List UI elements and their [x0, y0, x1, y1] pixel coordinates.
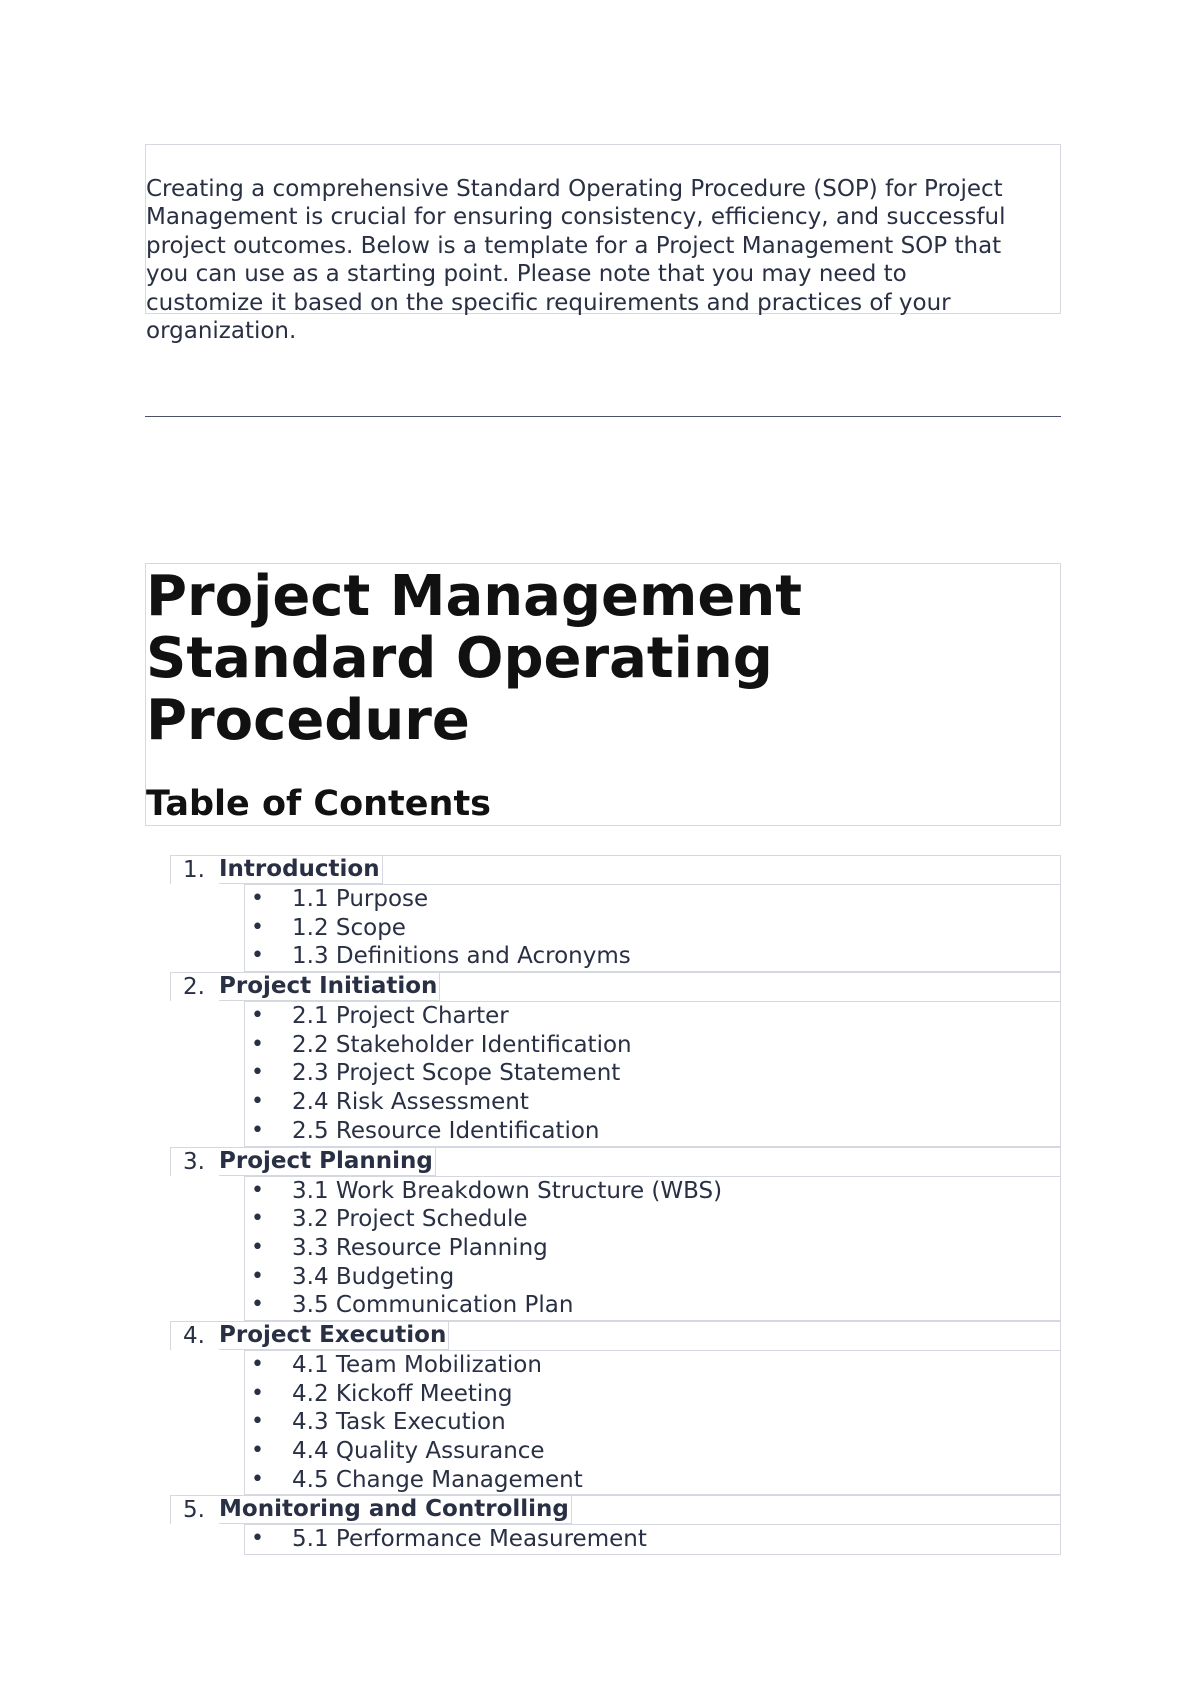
toc-subsection-item[interactable]	[245, 1437, 1060, 1466]
toc-subsection-label: 4.1 Team Mobilization	[292, 1351, 542, 1378]
intro-paragraph	[145, 144, 1061, 345]
intro-line: organization.	[146, 318, 297, 345]
bullet-icon: •	[251, 1380, 264, 1406]
toc-section-label[interactable]: Project Initiation	[219, 973, 440, 1001]
intro-line: customize it based on the specific requirements and practices of your	[146, 289, 951, 316]
bullet-icon: •	[251, 1438, 264, 1463]
toc-subsection-label: 3.1 Work Breakdown Structure (WBS)	[292, 1177, 723, 1204]
bullet-icon: •	[251, 1031, 264, 1057]
toc-section-label[interactable]: Project Planning	[219, 1148, 436, 1176]
toc-section-label[interactable]: Monitoring and Controlling	[219, 1496, 572, 1524]
toc-subsection-label: 3.2 Project Schedule	[292, 1206, 528, 1233]
toc-section-number: 3.	[183, 1148, 205, 1175]
toc-subsection-list	[244, 1176, 1061, 1321]
toc-subsection-list	[244, 1524, 1061, 1555]
toc-subsection-label: 1.3 Definitions and Acronyms	[292, 943, 631, 970]
document-title-line: Project Management	[146, 564, 802, 629]
bullet-icon: •	[251, 1466, 264, 1492]
bullet-icon: •	[251, 914, 264, 940]
toc-subsection-label: 3.5 Communication Plan	[292, 1292, 574, 1319]
toc-subsection-item[interactable]	[245, 1351, 1060, 1380]
toc-subsection-item[interactable]	[245, 1263, 1060, 1292]
toc-subsection-label: 4.4 Quality Assurance	[292, 1438, 545, 1464]
intro-line: project outcomes. Below is a template for a Project Management SOP that	[146, 232, 1002, 259]
toc-subsection-label: 2.2 Stakeholder Identification	[292, 1031, 632, 1058]
document-title	[146, 566, 802, 752]
bullet-icon: •	[251, 1526, 264, 1552]
title-block	[145, 563, 1061, 826]
toc-subsection-item[interactable]	[245, 1031, 1060, 1060]
toc-section	[170, 972, 1061, 1001]
toc-section-label[interactable]: Project Execution	[219, 1322, 449, 1350]
document-title-line: Procedure	[146, 688, 470, 753]
toc-subsection-label: 3.4 Budgeting	[292, 1263, 455, 1290]
toc-subsection-item[interactable]	[245, 1117, 1060, 1146]
bullet-icon: •	[251, 1206, 264, 1232]
bullet-icon: •	[251, 1003, 264, 1029]
toc-section	[170, 1147, 1061, 1176]
bullet-icon: •	[251, 1060, 264, 1086]
toc-subsection-label: 4.5 Change Management	[292, 1466, 583, 1493]
toc-subsection-item[interactable]	[245, 1380, 1060, 1409]
intro-line: Creating a comprehensive Standard Operating Procedure (SOP) for Project	[146, 176, 1003, 202]
bullet-icon: •	[251, 1292, 264, 1318]
toc-subsection-label: 2.3 Project Scope Statement	[292, 1060, 621, 1087]
bullet-icon: •	[251, 1351, 264, 1377]
toc-subsection-item[interactable]	[245, 1408, 1060, 1437]
toc-subsection-list	[244, 1001, 1061, 1146]
bullet-icon: •	[251, 1234, 264, 1260]
toc-subsection-item[interactable]	[245, 885, 1060, 914]
toc-subsection-list	[244, 1350, 1061, 1495]
toc-subsection-item[interactable]	[245, 1291, 1060, 1320]
toc-section-number: 5.	[183, 1497, 205, 1524]
toc-section-number: 4.	[183, 1322, 205, 1349]
toc-section	[170, 1495, 1061, 1524]
horizontal-divider	[145, 416, 1061, 417]
intro-line: you can use as a starting point. Please note that you may need to	[146, 261, 907, 288]
bullet-icon: •	[251, 1177, 264, 1203]
bullet-icon: •	[251, 886, 264, 911]
bullet-icon: •	[251, 1089, 264, 1115]
bullet-icon: •	[251, 1117, 264, 1143]
toc-section	[170, 855, 1061, 884]
toc-subsection-item[interactable]	[245, 1088, 1060, 1117]
toc-subsection-list	[244, 884, 1061, 972]
toc-subsection-label: 4.3 Task Execution	[292, 1409, 506, 1436]
toc-subsection-item[interactable]	[245, 1466, 1060, 1495]
toc-section-number: 2.	[183, 974, 205, 1001]
bullet-icon: •	[251, 1263, 264, 1289]
intro-line: Management is crucial for ensuring consistency, efficiency, and successful	[146, 204, 1006, 231]
toc-subsection-item[interactable]	[245, 1059, 1060, 1088]
toc-subsection-label: 5.1 Performance Measurement	[292, 1526, 647, 1553]
toc-subsection-item[interactable]	[245, 1525, 1060, 1554]
toc-subsection-item[interactable]	[245, 942, 1060, 971]
toc-subsection-label: 2.4 Risk Assessment	[292, 1089, 529, 1116]
toc-section-number: 1.	[183, 857, 205, 883]
bullet-icon: •	[251, 1409, 264, 1435]
toc-heading: Table of Contents	[146, 784, 492, 824]
toc-section	[170, 1321, 1061, 1350]
toc-subsection-label: 1.2 Scope	[292, 914, 406, 941]
toc-subsection-label: 4.2 Kickoff Meeting	[292, 1380, 513, 1407]
document-title-line: Standard Operating	[146, 626, 773, 691]
toc-section-label[interactable]: Introduction	[219, 856, 383, 884]
toc-subsection-label: 2.1 Project Charter	[292, 1003, 509, 1030]
toc-subsection-item[interactable]	[245, 1177, 1060, 1206]
toc-subsection-label: 1.1 Purpose	[292, 886, 429, 912]
toc-subsection-item[interactable]	[245, 1205, 1060, 1234]
bullet-icon: •	[251, 943, 264, 969]
toc-subsection-label: 3.3 Resource Planning	[292, 1234, 548, 1261]
table-of-contents	[170, 855, 1061, 1555]
toc-subsection-item[interactable]	[245, 1002, 1060, 1031]
toc-subsection-label: 2.5 Resource Identification	[292, 1117, 600, 1144]
toc-subsection-item[interactable]	[245, 914, 1060, 943]
toc-subsection-item[interactable]	[245, 1234, 1060, 1263]
